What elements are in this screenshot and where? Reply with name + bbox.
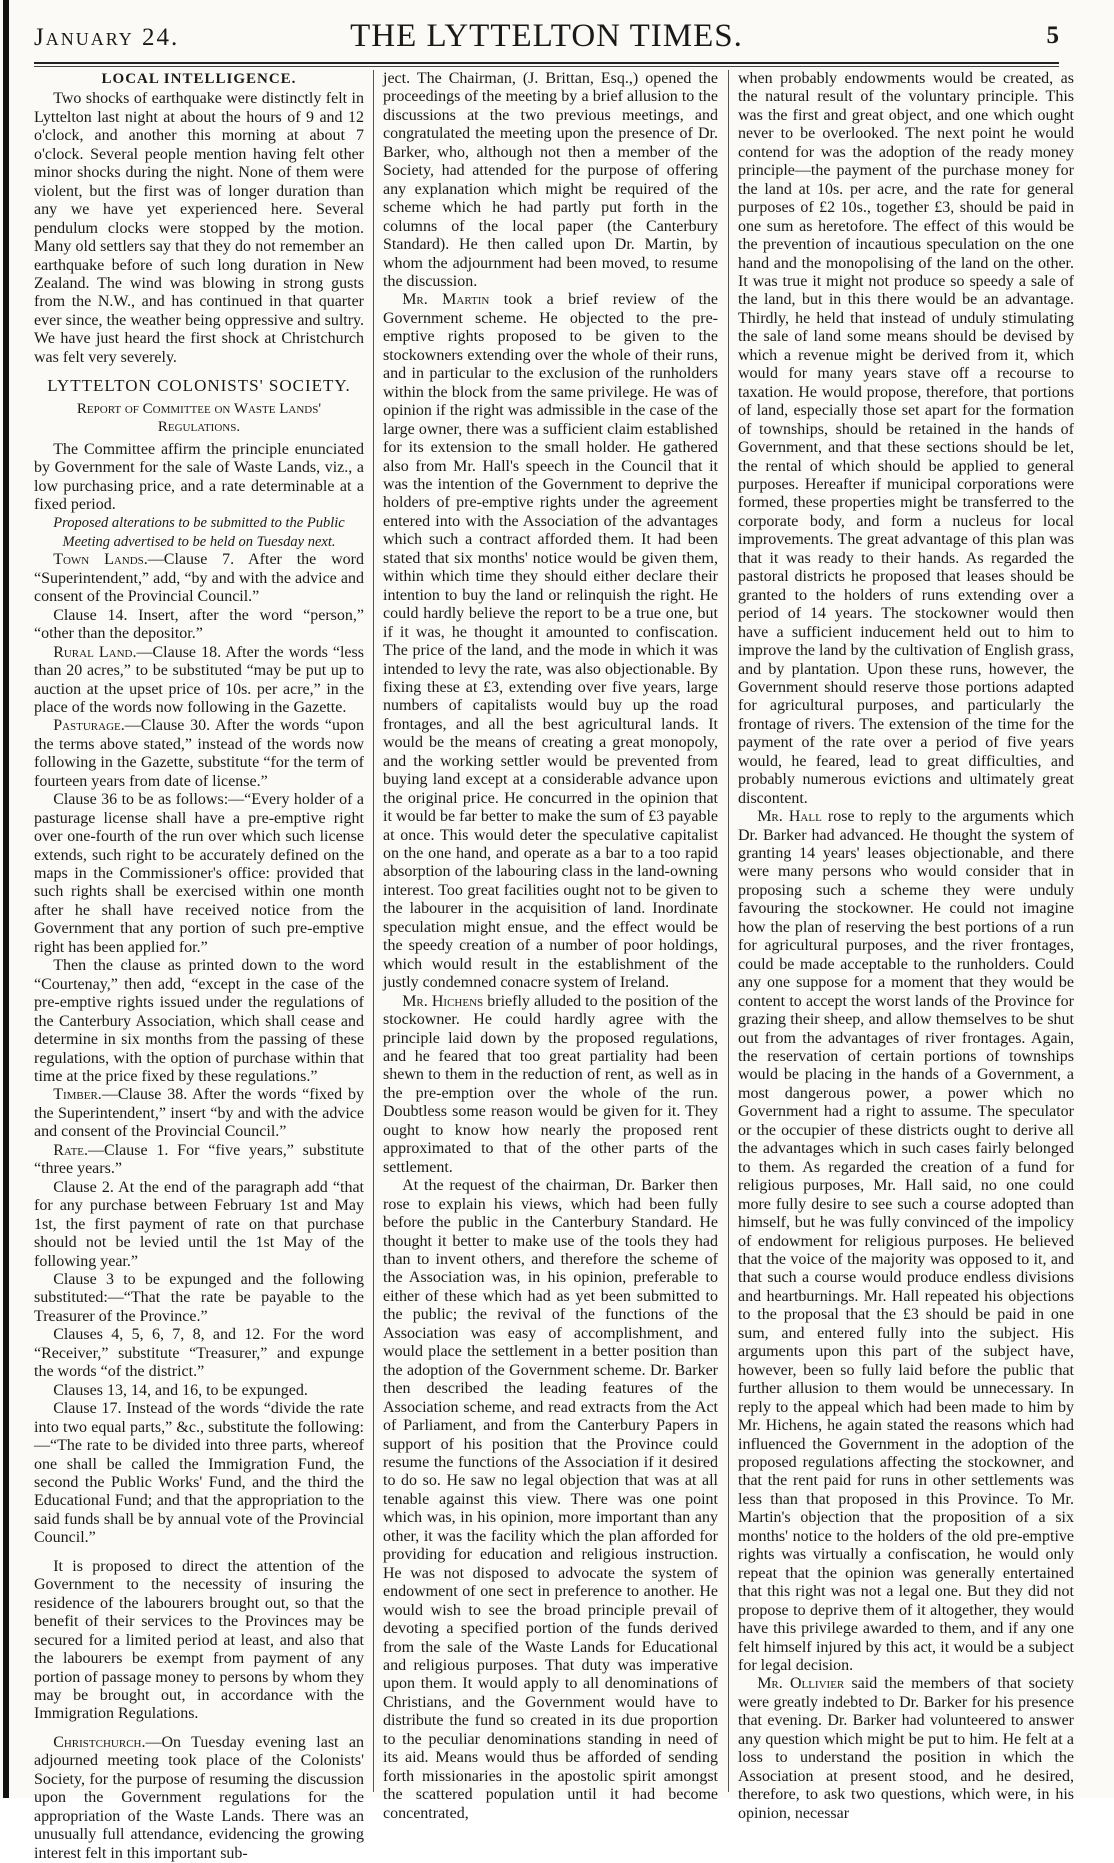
column-divider — [373, 70, 374, 1792]
column-divider — [728, 70, 729, 1792]
clauses-13-paragraph: Clauses 13, 14, and 16, to be expunged. — [53, 1381, 308, 1399]
proposed-direct-paragraph: It is proposed to direct the attention of the Government to the necessity of insuring the residence of the labourers brought out, so that the benefit of their services to the Provinces may be secured for a limited period at least, and also that the labourers be exempt from payment of any portion of passage money to persons by whom they may be brought out, in accordance with the Immigration Regulations. — [34, 1557, 364, 1723]
rural-land-paragraph — [34, 644, 364, 718]
ollivier-text: said the members of that society were greatly indebted to Dr. Barker for his presence that evening. Dr. Barker had volunteered to answer any question which might be put to him. He felt at a loss to understand the position in which the Association at present stood, and he desired, therefore, to ask two questions, which were, in his opinion, necessar — [738, 1675, 1074, 1822]
clause-2-paragraph: Clause 2. At the end of the paragraph add “that for any purchase between February 1st and May 1st, the first payment of rate on that purchase should not be levied until the 1st May of the following year.” — [34, 1178, 364, 1270]
clauses-4-paragraph: Clauses 4, 5, 6, 7, 8, and 12. For the word “Receiver,” substitute “Treasurer,” and expunge the words “of the district.” — [34, 1326, 364, 1381]
speaker-hall: Mr. Hall — [757, 808, 822, 826]
martin-paragraph — [383, 291, 718, 992]
binding-edge — [3, 0, 9, 1798]
page-number: 5 — [1046, 22, 1059, 49]
issue-date: January 24. — [34, 24, 180, 51]
pasturage-paragraph — [34, 717, 364, 791]
newspaper-title: THE LYTTELTON TIMES. — [350, 18, 743, 54]
report-heading: Report of Committee on Waste Lands' Regulations. — [76, 400, 322, 436]
column-1 — [34, 70, 364, 1862]
barker-continued-paragraph: when probably endowments would be created, as the natural result of the voluntary principle. This was the first and great object, and one which ought never to be overlooked. The next point he would contend for was the adoption of the ready money principle—the payment of the purchase money for the land at 10s. per acre, and the rate for general purposes of £2 10s., together £3, should be paid in one sum as heretofore. The effect of this would be the prevention of incautious speculation on the one hand and the monopolising of the land on the other. It was true it might not produce so speedy a sale of the land, but in this there would be an advantage. Thirdly, he held that instead of unduly stimulating the sale of land some means should be devised by which a revenue might be derived from it, which would for many years stave off a recourse to taxation. He would propose, therefore, that portions of land, especially those set apart for the formation of townships, should be retained in the hands of Government, and that these sections should be let, the rental of which should be applied to general purposes. Hereafter if municipal corporations were formed, these properties might be transferred to the corporate body, and form a nucleus for local improvements. The great advantage of this plan was that it was ready to their hands. As regarded the pastoral districts he proposed that leases should be granted to the holders of runs extending over a period of 14 years. The stockowner would then have a sufficient inducement held out to him to improve the land by the cultivation of English grass, and by plantation. Upon these runs, however, the Government should reserve those portions adapted for agricultural purposes, and particularly the frontage of rivers. The extension of the time for the payment of the rate over a period of five years would, he feared, lead to great difficulties, and probably numerous evictions and ultimately great discontent. — [738, 70, 1074, 807]
christchurch-label: Christchurch. — [53, 1733, 146, 1751]
christchurch-text: —On Tuesday evening last an adjourned meeting took place of the Colonists' Society, for the purpose of resuming the discussion upon the Government regulations for the appropriation of the Waste Lands. There was an unusually full attendance, evidencing the growing interest felt in this important sub- — [34, 1733, 364, 1862]
clause-then-paragraph: Then the clause as printed down to the word “Courtenay,” then add, “except in the case of the pre-emptive rights issued under the regulations of the Canterbury Association, which shall cease and determine in six months from the passing of these regulations, with the option of purchase within that time at the price fixed by these regulations.” — [34, 957, 364, 1086]
hichens-paragraph — [383, 993, 718, 1178]
chairman-paragraph: ject. The Chairman, (J. Brittan, Esq.,) opened the proceedings of the meeting by a brief allusion to the discussions at the two previous meetings, and congratulated the meeting upon the presence of Dr. Barker, who, although not then a member of the Society, had attended for the purpose of offering any explanation which might be required of the scheme which he had partly put forth in the columns of the local paper (the Canterbury Standard). He then called upon Dr. Martin, by whom the adjournment had been moved, to resume the discussion. — [383, 70, 718, 290]
hichens-text: briefly alluded to the position of the stockowner. He could hardly agree with the principle laid down by the proposed regulations, and he feared that too great partiality had been shewn to them in the reduction of rent, as well as in the pre-emption over the whole of the run. Doubtless some reason would be given for it. They ought to know how nearly the proposed rent approximated to that of the other parts of the settlement. — [383, 992, 719, 1176]
section-gap — [34, 1548, 364, 1558]
clause-3-paragraph: Clause 3 to be expunged and the following substituted:—“That the rate be payable to the Treasurer of the Province.” — [34, 1271, 364, 1325]
society-heading: LYTTELTON COLONISTS' SOCIETY. — [47, 376, 351, 396]
masthead-rule-thin — [34, 66, 1059, 67]
speaker-martin: Mr. Martin — [402, 291, 490, 309]
barker-paragraph: At the request of the chairman, Dr. Barker then rose to explain his views, which had been fully before the public in the Canterbury Standard. He thought it better to make use of the tools they had than to invent others, and therefore the scheme of the Association was, in his opinion, preferable to either of these which had as yet been submitted to the public; the revival of the functions of the Association was easy of accomplishment, and would place the settlement in a better position than the adoption of the Government scheme. Dr. Barker then described the leading features of the Association scheme, and read extracts from the Act of Parliament, and from the Canterbury Papers in support of his position that the Province could resume the functions of the Association if it desired to do so. He saw no legal objection that was at all tenable against this view. There was one point which was, in his opinion, more important than any other, it was the facility which the plan afforded for providing for education and religious instruction. He was not disposed to advocate the system of endowment of one sect in preference to another. He would wish to see the broad principle prevail of devoting a specified portion of the funds derived from the sale of the Waste Lands for Educational and religious purposes. That duty was imperative upon them. It would apply to all denominations of Christians, and the Government would have to distribute the fund so created in its due proportion to the peculiar denominations standing in need of its aid. Means would thus be afforded of sending forth missionaries in the apostolic spirit amongst the scattered population until it had become concentrated, — [383, 1177, 718, 1822]
clause-36-paragraph: Clause 36 to be as follows:—“Every holder of a pasturage license shall have a pre-emptive right over one-fourth of the run over which such license extends, such right to be accurately defined on the maps in the Commissioner's office: provided that such rights shall be exercised within one month after he shall have received notice from the Government that any portion of such pre-emptive right has been applied for.” — [34, 791, 364, 956]
pasturage-label: Pasturage. — [53, 717, 125, 735]
speaker-ollivier: Mr. Ollivier — [757, 1675, 845, 1693]
clause-17-paragraph: Clause 17. Instead of the words “divide the rate into two equal parts,” &c., substitute the following:—“The rate to be divided into three parts, whereof one shall be called the Immigration Fund, the second the Public Works' Fund, and the third the Educational Fund; and that the appropriation to the said funds shall be by annual vote of the Provincial Council.” — [34, 1400, 364, 1547]
rate-paragraph — [34, 1142, 364, 1179]
christchurch-paragraph — [34, 1734, 364, 1863]
local-intelligence-heading: LOCAL INTELLIGENCE. — [101, 71, 297, 87]
rate-label: Rate. — [53, 1141, 89, 1159]
rural-land-text: —Clause 18. After the words “less than 20 acres,” to be substituted “may be put up to auction at the upset price of 10s. per acre,” in the place of the words now following in the Gazette. — [34, 643, 364, 716]
proposed-note: Proposed alterations to be submitted to the Public Meeting advertised to be held on Tuesday next. — [53, 515, 345, 550]
clause-14-paragraph: Clause 14. Insert, after the word “person,” “other than the depositor.” — [34, 606, 364, 643]
speaker-hichens: Mr. Hichens — [402, 992, 484, 1010]
rural-land-label: Rural Land. — [53, 643, 137, 661]
town-lands-paragraph — [34, 551, 364, 606]
column-3 — [738, 70, 1074, 1822]
timber-paragraph — [34, 1086, 364, 1141]
committee-paragraph: The Committee affirm the principle enunciated by Government for the sale of Waste Lands, viz., a low purchasing price, and a rate determinable at a fixed period. — [34, 440, 364, 513]
rate-text: —Clause 1. For “five years,” substitute “three years.” — [34, 1141, 364, 1178]
pasturage-text: —Clause 30. After the words “upon the terms above stated,” instead of the words now following in the Gazette, substitute “for the term of fourteen years from date of license.” — [34, 717, 364, 790]
hall-paragraph — [738, 808, 1074, 1675]
timber-label: Timber. — [53, 1086, 102, 1104]
town-lands-text: —Clause 7. After the word “Superintendent,” add, “by and with the advice and consent of the Provincial Council.” — [34, 551, 364, 606]
section-gap — [34, 1724, 364, 1734]
timber-text: —Clause 38. After the words “fixed by the Superintendent,” insert “by and with the advice and consent of the Provincial Council.” — [34, 1086, 364, 1141]
masthead — [34, 18, 1059, 58]
column-2 — [383, 70, 719, 1822]
masthead-rule — [34, 62, 1059, 64]
town-lands-label: Town Lands. — [53, 551, 148, 569]
hall-text: rose to reply to the arguments which Dr. Barker had advanced. He thought the system of granting 14 years' leases objectionable, and there were many persons who would consider that in proposing such a scheme they were unduly favouring the stockowner. He could not imagine how the plan of reserving the best portions of a run for agricultural purposes, and the river frontages, could be made acceptable to the runholders. Could any one suppose for a moment that they would be content to accept the worst lands of the Province for grazing their sheep, and allow themselves to be shut out from the advantages of river frontages. Again, the reservation of certain portions of townships would be placing in the hands of a Government, a most dangerous power, a power which no Government had a right to assume. The speculator or the occupier of these districts ought to derive all the advantages which in such cases fairly belonged to them. As regarded the creation of a fund for religious purposes, Mr. Hall said, no one could more fully desire to see such a course adopted than himself, but he was fully convinced of the impolicy of endowment for religious purposes. He believed that the voice of the majority was opposed to it, and that such a course would produce endless divisions and heartburnings. Mr. Hall repeated his objections to the proposal that the £3 should be paid in one sum, and entered fully into the subject. His arguments upon this part of the subject have, however, been so fully laid before the public that further allusion to them would be unnecessary. In reply to the appeal which had been made to him by Mr. Hichens, he again stated the reasons which had influenced the Government in the adoption of the proposed regulations affecting the stockowner, and that the rent paid for runs in other settlements was less than that proposed in this Province. To Mr. Martin's objection that the proposition of a six months' notice to the holders of the old pre-emptive rights was virtually a confiscation, he would only repeat that the opinion was generally entertained that this right was not a legal one. But they did not propose to deprive them of it altogether, they would have this privilege awarded to them, and if any one felt himself injured by this act, it would be a subject for legal decision. — [738, 808, 1074, 1674]
ollivier-paragraph — [738, 1675, 1074, 1823]
earthquake-paragraph: Two shocks of earthquake were distinctly felt in Lyttelton last night at about the hours of 9 and 12 o'clock, and another this morning at about 7 o'clock. Several people mention having felt other minor shocks during the night. None of them were violent, but the first was of longer duration than any we have yet experienced here. Several pendulum clocks were stopped by the motion. Many old settlers say that they do not remember an earthquake before of such long duration in New Zealand. The wind was blowing in strong gusts from the N.W., and has continued in that quarter ever since, the weather being oppressive and sultry. We have just heard the first shock at Christchurch was felt very severely. — [34, 90, 364, 366]
martin-text: took a brief review of the Government scheme. He objected to the pre-emptive rights proposed to be given to the stockowners extending over the whole of their runs, and in particular to the exclusion of the runholders within the block from the same privilege. He was of opinion if the right was admissible in the case of the large owner, there was a sufficient claim established for its extension to the small holder. He gathered also from Mr. Hall's speech in the Council that it was the intention of the Government to deprive the holders of pre-emptive rights under the agreement entered into with the Association of the advantages which such a contract afforded them. It had been stated that six months' notice would be given them, within which time they should either declare their intention to buy the land or relinquish the right. He could hardly believe the report to be a true one, but if it was, he thought it amounted to confiscation. The price of the land, and the mode in which it was intended to levy the rate, was also objectionable. By fixing these at £3, extending over five years, large numbers of capitalists would buy up the road frontages, and all the best agricultural lands. It would be the means of creating a great monopoly, and the working settler would be prevented from buying land except at a considerable advance upon the original price. He concurred in the opinion that it would be far better to make the sum of £3 payable at once. This would deter the speculative capitalist on the one hand, and operate as a bar to a too rapid absorption of the labouring class in the land-owning interest. Too great facilities ought not to be given to the labourer in the acquisition of land. Inordinate speculation might ensue, and the effect would be the speedy creation of a number of poor holdings, which would result in the establishment of the justly condemned conacre system of Ireland. — [383, 291, 718, 992]
